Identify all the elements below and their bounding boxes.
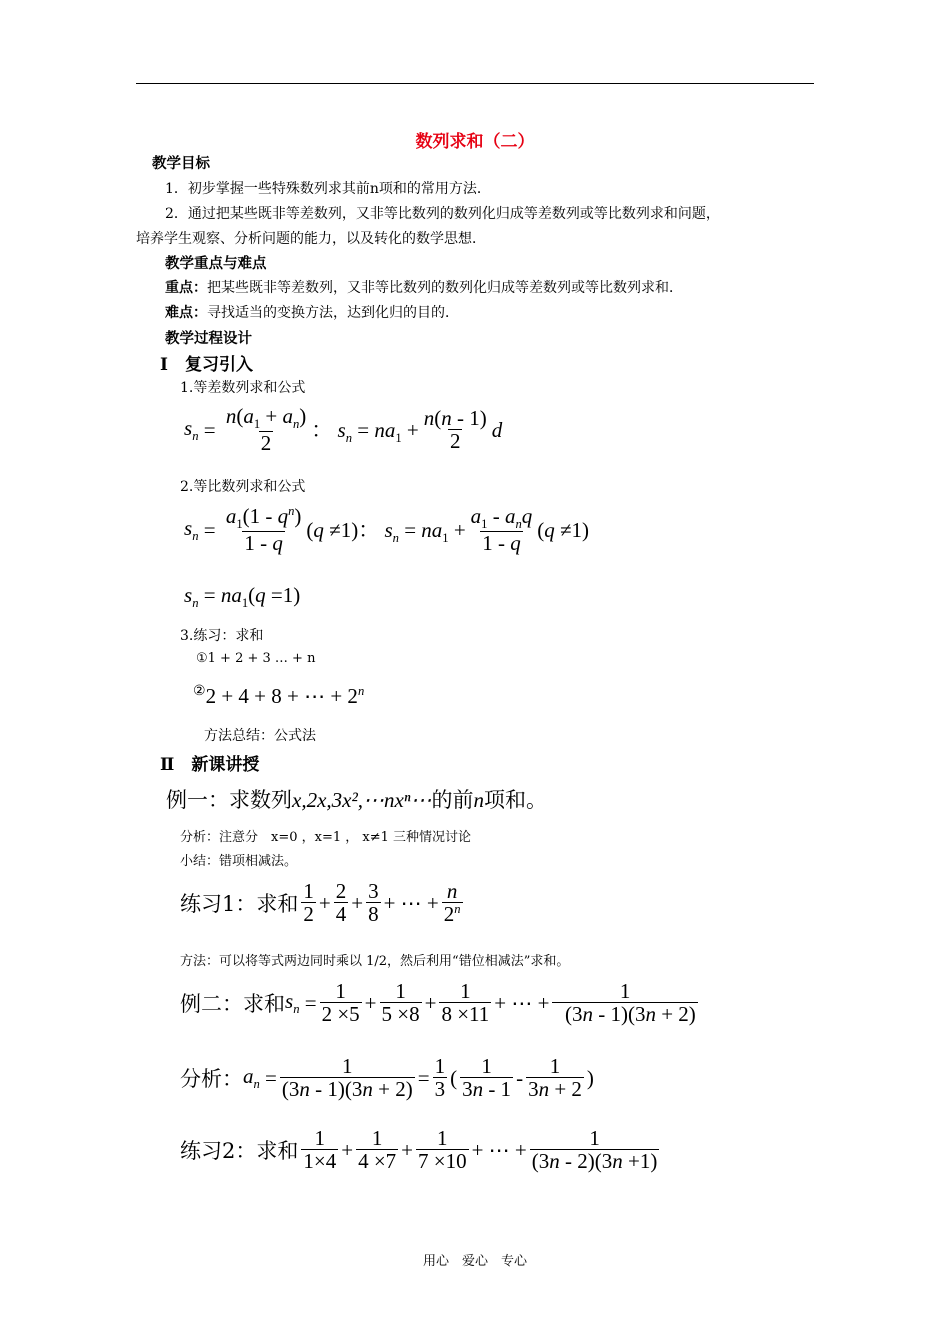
summary-1: 小结：错项相减法。 bbox=[180, 854, 298, 869]
example-1-formula: x,2x,3x²,⋯nxⁿ⋯ bbox=[292, 788, 432, 812]
example-1 bbox=[166, 784, 547, 814]
exercise-2 bbox=[193, 676, 365, 708]
example-1-prefix: 例一：求数列 bbox=[166, 788, 292, 812]
difficulty-line bbox=[165, 302, 459, 322]
difficulty-label: 难点： bbox=[165, 305, 207, 321]
difficulty-text: 寻找适当的变换方法，达到化归的目的． bbox=[207, 305, 459, 321]
method-2: 方法：可以将等式两边同时乘以 1/2，然后利用“错位相减法”求和。 bbox=[180, 954, 570, 969]
process-heading: 教学过程设计 bbox=[165, 330, 252, 347]
keypoints-heading: 教学重点与难点 bbox=[165, 255, 267, 272]
method-summary: 方法总结：公式法 bbox=[204, 728, 316, 744]
goals-heading: 教学目标 bbox=[152, 155, 210, 172]
exercise-2-mark: ② bbox=[193, 683, 206, 699]
analysis-1: 分析：注意分 x=0 ，x=1 ， x≠1 三种情况讨论 bbox=[180, 830, 472, 845]
exercise-2-sup: n bbox=[357, 684, 365, 698]
focus-label: 重点： bbox=[165, 280, 207, 296]
example-2: 例二：求和 $s_n$ = $\frac{1}{2 \times 5}$ + $\frac{1}{5 \times 8}$ + $\frac{1}{8 \times 11}$ + ⋯ + $\frac{1}{(3n - 1)(3n + 2)}$ bbox=[180, 979, 696, 1027]
section2-heading: Ⅱ 新课讲授 bbox=[160, 755, 260, 775]
section1-item1: 1.等差数列求和公式 bbox=[180, 380, 306, 396]
example-2-label: 例二：求和 bbox=[180, 992, 285, 1017]
section1-heading: Ⅰ 复习引入 bbox=[160, 355, 253, 375]
analysis-2: 分析： $a_n$ = $\frac{1}{(3n - 1)(3n + 2)}$ = $\frac{1}{3}$ ( $\frac{1}{3n - 1}$ - $\frac{1}{3n + 2}$ ) bbox=[180, 1054, 594, 1102]
section1-item2: 2.等比数列求和公式 bbox=[180, 479, 306, 495]
practice-2: 练习2：求和 $\frac{1}{1\times 4}$ + $\frac{1}{4 \times 7}$ + $\frac{1}{7 \times 10}$ + ⋯ + $\frac{1}{(3n - 2)(3n +1)}$ bbox=[180, 1126, 658, 1174]
goal-item-1: 1．初步掌握一些特殊数列求其前n项和的常用方法． bbox=[165, 181, 491, 197]
page-footer: 用心 爱心 专心 bbox=[422, 1254, 527, 1269]
example-1-n: n bbox=[473, 788, 484, 812]
arith-sum-formula: $s_n$ = $\frac{n(a_1 + a_n)}{2}$ ： $s_n = na_1$ + $\frac{n(n - 1)}{2}$ d bbox=[184, 404, 503, 456]
geo-sum-q1: $s_n = na_1(q =1)$ bbox=[184, 583, 301, 611]
practice-1: 练习1：求和 $\frac{1}{2}$ + $\frac{2}{4}$ + $\frac{3}{8}$ + ⋯ + $\frac{n}{2^n}$ bbox=[180, 879, 461, 927]
goal-item-2-cont: 培养学生观察、分析问题的能力，以及转化的数学思想． bbox=[136, 231, 486, 247]
example-1-suffix: 的前 bbox=[431, 788, 474, 812]
practice-2-label: 练习2：求和 bbox=[180, 1139, 299, 1164]
analysis-2-label: 分析： bbox=[180, 1067, 243, 1092]
goal-item-2: 2．通过把某些既非等差数列，又非等比数列的数列化归成等差数列或等比数列求和问题， bbox=[165, 206, 720, 222]
focus-line bbox=[165, 277, 683, 297]
section1-item3: 3.练习：求和 bbox=[180, 628, 264, 644]
example-1-end: 项和。 bbox=[483, 788, 547, 812]
geo-sum-formula: $s_n$ = $\frac{a_1(1 - q^n)}{1 - q}$ (q ≠1)： $s_n = na_1$ + $\frac{a_1 - a_nq}{1 - q}$ (q ≠1) bbox=[184, 504, 590, 556]
practice-1-label: 练习1：求和 bbox=[180, 892, 299, 917]
header-rule bbox=[136, 83, 814, 84]
exercise-2-formula: 2 + 4 + 8 + ⋯ + 2 bbox=[205, 684, 358, 708]
page-title: 数列求和（二） bbox=[415, 132, 535, 152]
focus-text: 把某些既非等差数列，又非等比数列的数列化归成等差数列或等比数列求和． bbox=[207, 280, 683, 296]
exercise-1: ①1 + 2 + 3 … + n bbox=[196, 651, 316, 666]
